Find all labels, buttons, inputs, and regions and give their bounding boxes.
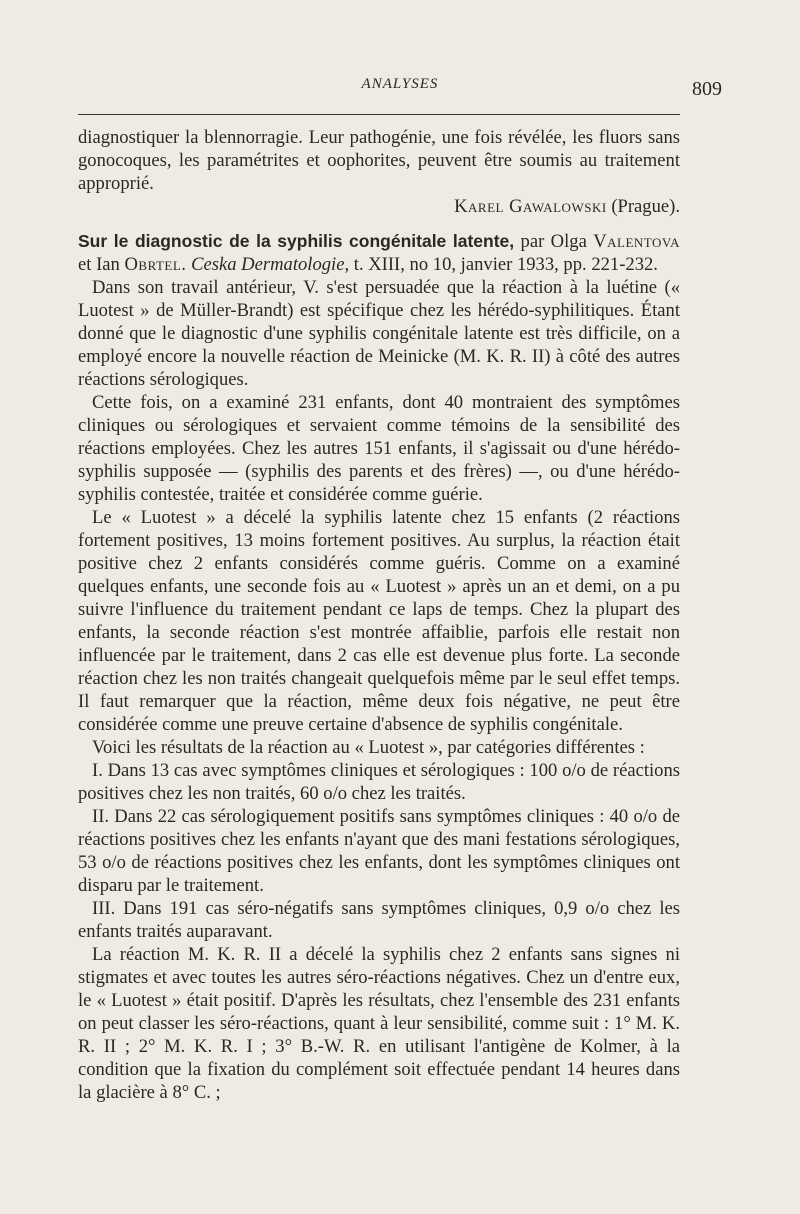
result-item-2: II. Dans 22 cas sérologiquement positifs sans symptômes cliniques : 40 o/o de réactions positives chez les enfants n'ayant que des mani festations sérologiques, 53 o/o de réactions positives chez les enfants, dont les symptômes cliniques ont disparu par le traitement. (78, 806, 680, 896)
result-item-1: I. Dans 13 cas avec symptômes cliniques et sérologiques : 100 o/o de réactions positives chez les non traités, 60 o/o chez les traités. (78, 760, 680, 804)
page-number: 809 (692, 78, 722, 100)
article-and: et Ian (78, 254, 120, 275)
paragraph: La réaction M. K. R. II a décelé la syphilis chez 2 enfants sans signes ni stigmates et avec toutes les autres séro-réactions négatives. Chez un d'entre eux, le « Luotest » était positif. D'après les résultats, chez l'ensemble des 231 enfants on peut classer les séro-réactions, quant à leur sensibilité, comme suit : 1° M. K. R. II ; 2° M. K. R. I ; 3° B.-W. R. en utilisant l'antigène de Kolmer, à la condition que la fixation du complément soit effectuée pendant 14 heures dans la glacière à 8° C. ; (78, 944, 680, 1103)
signature-place: (Prague). (611, 196, 680, 217)
article-by: par Olga (520, 231, 587, 252)
article-heading (78, 230, 680, 276)
running-title: ANALYSES (361, 76, 439, 92)
result-item-3: III. Dans 191 cas séro-négatifs sans symptômes cliniques, 0,9 o/o chez les enfants traités auparavant. (78, 898, 680, 942)
article-title: Sur le diagnostic de la syphilis congénitale latente, (78, 231, 515, 251)
body-text (78, 126, 680, 1104)
previous-article-ending: diagnostiquer la blennorragie. Leur pathogénie, une fois révélée, les fluors sans gonocoques, les paramétrites et oophorites, peuvent être soumis au traitement approprié. (78, 127, 680, 194)
paragraph: Dans son travail antérieur, V. s'est persuadée que la réaction à la luétine (« Luotest » de Müller-Brandt) est spécifique chez les hérédo-syphilitiques. Étant donné que le diagnostic d'une syphilis congénitale latente est très difficile, on a employé encore la nouvelle réaction de Meinicke (M. K. R. II) à côté des autres réactions sérologiques. (78, 277, 680, 390)
article-author-1: Valentova (593, 231, 680, 252)
previous-signature (78, 195, 680, 218)
article-citation: t. XIII, no 10, janvier 1933, pp. 221-232. (353, 254, 658, 275)
header-rule (78, 114, 680, 115)
signature-author: Karel Gawalowski (454, 196, 607, 217)
article-author-2: Obrtel. (124, 254, 187, 275)
paragraph: Cette fois, on a examiné 231 enfants, dont 40 montraient des symptômes cliniques ou sérologiques et servaient comme témoins de la sensibilité des réactions employées. Chez les autres 151 enfants, il s'agissait ou d'une hérédo-syphilis supposée — (syphilis des parents et des frères) —, ou d'une hérédo-syphilis contestée, traitée et considérée comme guérie. (78, 392, 680, 505)
paragraph: Voici les résultats de la réaction au « Luotest », par catégories différentes : (92, 737, 645, 758)
running-header (78, 76, 722, 104)
article-journal: Ceska Dermatologie, (191, 254, 350, 275)
paragraph: Le « Luotest » a décelé la syphilis latente chez 15 enfants (2 réactions fortement positives, 13 moins fortement positives. Au surplus, la réaction était positive chez 2 enfants considérés comme guéris. Comme on a examiné quelques enfants, une seconde fois au « Luotest » après un an et demi, on a pu suivre l'influence du traitement pendant ce laps de temps. Chez la plupart des enfants, la seconde réaction s'est montrée affaiblie, parfois elle restait non influencée par le traitement, dans 2 cas elle est devenue plus forte. La seconde réaction chez les non traités changeait quelquefois même par le seul effet temps. Il faut remarquer que la réaction, même deux fois négative, ne peut être considérée comme une preuve certaine d'absence de syphilis congénitale. (78, 507, 680, 735)
